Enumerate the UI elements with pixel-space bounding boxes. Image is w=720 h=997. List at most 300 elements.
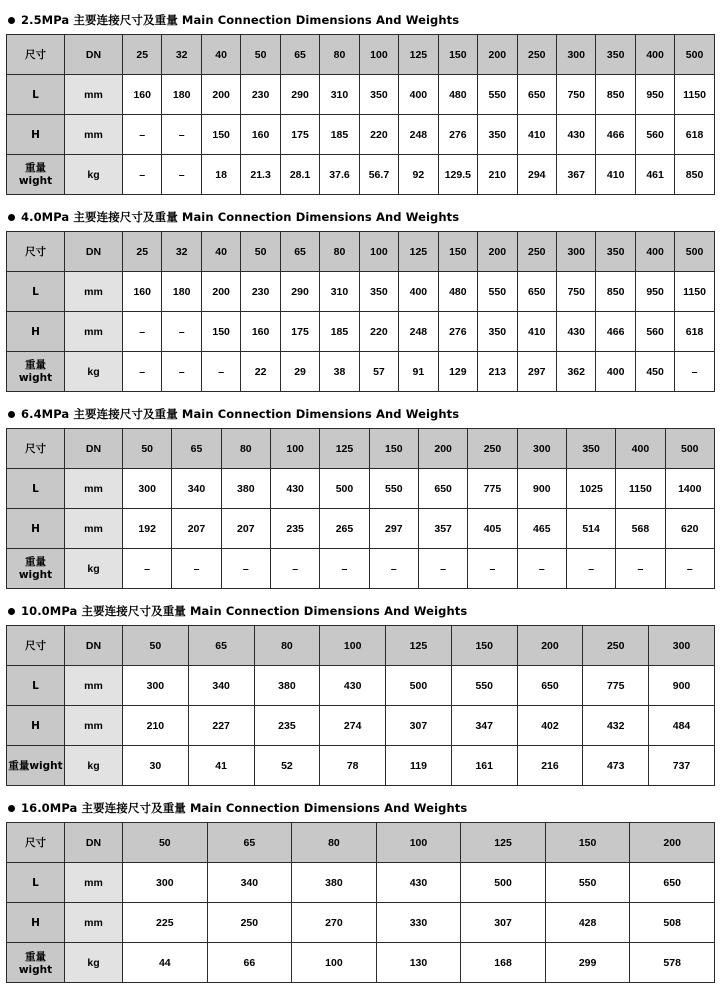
row-label-line2: wight (18, 174, 53, 187)
table-cell: – (123, 549, 172, 589)
row-label-cell: H (7, 312, 65, 352)
section-title (6, 6, 714, 34)
table-cell: 466 (596, 312, 635, 352)
table-cell: – (123, 312, 162, 352)
table-cell: 400 (399, 272, 438, 312)
dimensions-table (6, 822, 715, 983)
row-unit-cell: mm (65, 75, 123, 115)
row-unit-cell: kg (65, 746, 123, 786)
table-cell: 430 (270, 469, 319, 509)
row-label-cell: H (7, 115, 65, 155)
table-cell: 350 (478, 115, 517, 155)
table-row (7, 549, 715, 589)
table-cell: 160 (123, 272, 162, 312)
table-header-cell: 25 (123, 232, 162, 272)
table-header-cell: 65 (280, 35, 319, 75)
table-header-cell: 200 (478, 232, 517, 272)
table-header-cell: 350 (596, 35, 635, 75)
row-unit-cell: mm (65, 115, 123, 155)
row-label-cell: 重量 wight (7, 943, 65, 983)
table-header-cell: 300 (556, 232, 595, 272)
table-cell: 297 (517, 352, 556, 392)
table-cell: 225 (123, 903, 208, 943)
table-cell: 340 (207, 863, 292, 903)
table-cell: 430 (556, 312, 595, 352)
table-header-cell: 250 (583, 626, 649, 666)
table-cell: 410 (517, 312, 556, 352)
table-cell: 92 (399, 155, 438, 195)
row-unit-cell: kg (65, 352, 123, 392)
table-header-cell: DN (65, 232, 123, 272)
table-cell: 650 (630, 863, 715, 903)
table-header-cell: 250 (517, 35, 556, 75)
table-header-cell: 50 (123, 823, 208, 863)
table-header-cell: 80 (254, 626, 320, 666)
table-cell: 650 (517, 272, 556, 312)
table-cell: 29 (280, 352, 319, 392)
table-cell: 514 (566, 509, 615, 549)
table-cell: 340 (172, 469, 221, 509)
table-cell: 290 (280, 272, 319, 312)
table-header-cell: 300 (556, 35, 595, 75)
row-unit-cell: mm (65, 863, 123, 903)
table-cell: – (172, 549, 221, 589)
table-cell: 357 (418, 509, 467, 549)
row-label-cell: H (7, 509, 65, 549)
table-cell: 850 (675, 155, 714, 195)
table-cell: 380 (254, 666, 320, 706)
section-title-text: 2.5MPa 主要连接尺寸及重量 Main Connection Dimensions And Weights (21, 13, 460, 27)
table-cell: 560 (635, 115, 674, 155)
table-cell: 560 (635, 312, 674, 352)
table-cell: 750 (556, 272, 595, 312)
table-cell: 618 (675, 312, 714, 352)
table-cell: – (616, 549, 665, 589)
table-cell: 248 (399, 115, 438, 155)
table-header-cell: 40 (201, 232, 240, 272)
section-title (6, 400, 714, 428)
table-cell: 1025 (566, 469, 615, 509)
table-cell: 230 (241, 272, 280, 312)
table-cell: 129 (438, 352, 477, 392)
table-cell: – (162, 155, 201, 195)
section-title-text: 10.0MPa 主要连接尺寸及重量 Main Connection Dimensions And Weights (21, 604, 468, 618)
table-cell: 210 (123, 706, 189, 746)
table-header-cell: 50 (241, 232, 280, 272)
table-cell: 950 (635, 272, 674, 312)
row-label-cell: H (7, 706, 65, 746)
table-cell: 950 (635, 75, 674, 115)
table-cell: 1150 (616, 469, 665, 509)
table-cell: 380 (221, 469, 270, 509)
table-cell: 227 (188, 706, 254, 746)
table-cell: 1150 (675, 75, 714, 115)
table-cell: 220 (359, 312, 398, 352)
table-cell: 235 (270, 509, 319, 549)
table-header-cell: 125 (461, 823, 546, 863)
table-cell: 380 (292, 863, 377, 903)
table-cell: 480 (438, 272, 477, 312)
table-cell: 216 (517, 746, 583, 786)
table-cell: 350 (478, 312, 517, 352)
row-unit-cell: mm (65, 903, 123, 943)
table-header-cell: 125 (386, 626, 452, 666)
table-cell: – (675, 352, 714, 392)
table-cell: 300 (123, 863, 208, 903)
bullet-icon (8, 608, 15, 615)
table-cell: 130 (376, 943, 461, 983)
table-cell: 550 (478, 272, 517, 312)
table-cell: 750 (556, 75, 595, 115)
table-header-cell: 350 (566, 429, 615, 469)
table-cell: 430 (320, 666, 386, 706)
table-cell: 650 (517, 666, 583, 706)
table-cell: 480 (438, 75, 477, 115)
table-header-cell: 65 (172, 429, 221, 469)
dimension-section (6, 6, 714, 195)
sections-container (6, 6, 714, 983)
table-row (7, 746, 715, 786)
table-header-cell: 40 (201, 35, 240, 75)
table-header-cell: 200 (517, 626, 583, 666)
table-cell: – (221, 549, 270, 589)
table-cell: 185 (320, 115, 359, 155)
row-label-cell: H (7, 903, 65, 943)
table-header-cell: 100 (320, 626, 386, 666)
table-cell: – (665, 549, 714, 589)
table-cell: 410 (517, 115, 556, 155)
row-label-cell (7, 352, 65, 392)
table-cell: 210 (478, 155, 517, 195)
table-cell: 432 (583, 706, 649, 746)
row-unit-cell: kg (65, 549, 123, 589)
table-cell: 213 (478, 352, 517, 392)
table-cell: 276 (438, 312, 477, 352)
row-label-cell: L (7, 666, 65, 706)
table-cell: 119 (386, 746, 452, 786)
section-title-text: 6.4MPa 主要连接尺寸及重量 Main Connection Dimensions And Weights (21, 407, 460, 421)
table-cell: 185 (320, 312, 359, 352)
table-cell: 461 (635, 155, 674, 195)
table-row (7, 863, 715, 903)
table-cell: 362 (556, 352, 595, 392)
table-cell: 737 (649, 746, 715, 786)
table-header-row (7, 232, 715, 272)
table-cell: 1400 (665, 469, 714, 509)
section-title (6, 203, 714, 231)
dimension-section (6, 400, 714, 589)
table-header-cell: 150 (438, 35, 477, 75)
table-cell: 310 (320, 272, 359, 312)
row-label-cell (7, 155, 65, 195)
table-cell: 28.1 (280, 155, 319, 195)
table-header-cell: 250 (517, 232, 556, 272)
section-title (6, 597, 714, 625)
table-cell: 299 (545, 943, 630, 983)
table-header-cell: 125 (399, 35, 438, 75)
row-label-cell: 重量wight (7, 746, 65, 786)
table-header-cell: 300 (649, 626, 715, 666)
table-row (7, 666, 715, 706)
table-header-cell: 65 (207, 823, 292, 863)
table-header-cell: 400 (616, 429, 665, 469)
table-header-cell: 32 (162, 35, 201, 75)
table-cell: 307 (386, 706, 452, 746)
table-row (7, 469, 715, 509)
table-header-cell: 50 (123, 626, 189, 666)
table-cell: 160 (241, 115, 280, 155)
table-header-cell: 200 (478, 35, 517, 75)
table-cell: 38 (320, 352, 359, 392)
table-header-cell: 32 (162, 232, 201, 272)
dimensions-table (6, 625, 715, 786)
table-cell: – (566, 549, 615, 589)
table-row (7, 312, 715, 352)
row-unit-cell: mm (65, 509, 123, 549)
table-header-cell: 65 (188, 626, 254, 666)
table-cell: 270 (292, 903, 377, 943)
row-unit-cell: mm (65, 666, 123, 706)
table-cell: 44 (123, 943, 208, 983)
table-cell: 484 (649, 706, 715, 746)
table-cell: 192 (123, 509, 172, 549)
table-cell: 250 (207, 903, 292, 943)
bullet-icon (8, 17, 15, 24)
table-header-row (7, 35, 715, 75)
table-cell: 21.3 (241, 155, 280, 195)
table-cell: – (320, 549, 369, 589)
table-cell: 175 (280, 115, 319, 155)
table-cell: – (162, 352, 201, 392)
table-cell: 300 (123, 666, 189, 706)
table-row (7, 903, 715, 943)
table-cell: 30 (123, 746, 189, 786)
table-header-cell: 100 (359, 35, 398, 75)
table-cell: 405 (468, 509, 517, 549)
table-cell: 22 (241, 352, 280, 392)
table-cell: 207 (221, 509, 270, 549)
table-row (7, 75, 715, 115)
dimensions-table (6, 34, 715, 195)
table-cell: 350 (359, 272, 398, 312)
row-unit-cell: mm (65, 312, 123, 352)
table-cell: 180 (162, 272, 201, 312)
table-cell: 37.6 (320, 155, 359, 195)
table-cell: 294 (517, 155, 556, 195)
row-label-line1: 重量 (25, 359, 46, 372)
table-header-cell: 500 (675, 232, 714, 272)
row-unit-cell: mm (65, 706, 123, 746)
table-cell: 430 (556, 115, 595, 155)
table-header-cell: 200 (630, 823, 715, 863)
section-title-text: 4.0MPa 主要连接尺寸及重量 Main Connection Dimensions And Weights (21, 210, 460, 224)
table-cell: – (123, 115, 162, 155)
table-cell: 500 (320, 469, 369, 509)
table-cell: 235 (254, 706, 320, 746)
table-cell: 578 (630, 943, 715, 983)
table-cell: 230 (241, 75, 280, 115)
table-cell: 248 (399, 312, 438, 352)
table-header-row (7, 429, 715, 469)
table-header-cell: DN (65, 35, 123, 75)
table-cell: 276 (438, 115, 477, 155)
table-header-cell: 400 (635, 232, 674, 272)
table-cell: 297 (369, 509, 418, 549)
table-header-cell: 尺寸 (7, 823, 65, 863)
table-header-cell: 80 (320, 35, 359, 75)
table-header-cell: 尺寸 (7, 626, 65, 666)
table-cell: 78 (320, 746, 386, 786)
table-header-cell: DN (65, 626, 123, 666)
table-header-cell: 65 (280, 232, 319, 272)
table-header-cell: 150 (438, 232, 477, 272)
table-header-cell: 80 (292, 823, 377, 863)
table-header-cell: 500 (675, 35, 714, 75)
table-cell: 347 (451, 706, 517, 746)
table-header-cell: 100 (376, 823, 461, 863)
row-unit-cell: mm (65, 469, 123, 509)
table-cell: 550 (478, 75, 517, 115)
table-cell: 430 (376, 863, 461, 903)
table-cell: 265 (320, 509, 369, 549)
table-row (7, 272, 715, 312)
table-cell: 175 (280, 312, 319, 352)
table-cell: 52 (254, 746, 320, 786)
table-cell: 568 (616, 509, 665, 549)
table-header-cell: 300 (517, 429, 566, 469)
table-cell: 550 (545, 863, 630, 903)
table-cell: 500 (386, 666, 452, 706)
table-cell: 350 (359, 75, 398, 115)
table-cell: 180 (162, 75, 201, 115)
table-header-cell: 50 (241, 35, 280, 75)
table-header-cell: 80 (221, 429, 270, 469)
table-cell: – (270, 549, 319, 589)
table-cell: 550 (369, 469, 418, 509)
row-label-cell: L (7, 469, 65, 509)
table-cell: 200 (201, 272, 240, 312)
table-cell: 307 (461, 903, 546, 943)
table-row (7, 115, 715, 155)
table-header-cell: 150 (545, 823, 630, 863)
table-cell: 66 (207, 943, 292, 983)
table-header-cell: 125 (320, 429, 369, 469)
table-cell: 340 (188, 666, 254, 706)
row-unit-cell: kg (65, 943, 123, 983)
table-cell: 850 (596, 75, 635, 115)
table-header-cell: 200 (418, 429, 467, 469)
table-cell: 290 (280, 75, 319, 115)
table-row (7, 509, 715, 549)
table-cell: 775 (468, 469, 517, 509)
table-cell: 428 (545, 903, 630, 943)
table-row (7, 352, 715, 392)
dimension-section (6, 794, 714, 983)
table-header-cell: 尺寸 (7, 429, 65, 469)
table-cell: 900 (517, 469, 566, 509)
table-header-cell: 250 (468, 429, 517, 469)
table-cell: 550 (451, 666, 517, 706)
table-cell: – (369, 549, 418, 589)
table-cell: – (517, 549, 566, 589)
table-cell: 330 (376, 903, 461, 943)
table-cell: 400 (399, 75, 438, 115)
table-cell: 650 (418, 469, 467, 509)
table-cell: 400 (596, 352, 635, 392)
row-label-cell (7, 549, 65, 589)
table-header-cell: 50 (123, 429, 172, 469)
table-cell: 168 (461, 943, 546, 983)
table-cell: 207 (172, 509, 221, 549)
table-header-cell: DN (65, 429, 123, 469)
table-cell: 310 (320, 75, 359, 115)
table-cell: 18 (201, 155, 240, 195)
row-label-cell: L (7, 75, 65, 115)
table-cell: 41 (188, 746, 254, 786)
table-cell: 1150 (675, 272, 714, 312)
row-label-cell: L (7, 272, 65, 312)
table-cell: 56.7 (359, 155, 398, 195)
dimension-section (6, 597, 714, 786)
row-unit-cell: mm (65, 272, 123, 312)
table-cell: 620 (665, 509, 714, 549)
table-row (7, 706, 715, 746)
bullet-icon (8, 411, 15, 418)
table-cell: 150 (201, 312, 240, 352)
dimensions-table (6, 231, 715, 392)
table-cell: – (123, 155, 162, 195)
table-cell: – (468, 549, 517, 589)
section-title (6, 794, 714, 822)
table-header-cell: DN (65, 823, 123, 863)
table-header-cell: 尺寸 (7, 232, 65, 272)
table-cell: 500 (461, 863, 546, 903)
table-header-cell: 400 (635, 35, 674, 75)
row-label-line2: wight (18, 371, 53, 384)
table-header-cell: 125 (399, 232, 438, 272)
table-cell: 100 (292, 943, 377, 983)
table-cell: 220 (359, 115, 398, 155)
dimension-section (6, 203, 714, 392)
table-header-cell: 100 (270, 429, 319, 469)
table-cell: 160 (241, 312, 280, 352)
table-cell: 900 (649, 666, 715, 706)
table-cell: 160 (123, 75, 162, 115)
table-cell: – (201, 352, 240, 392)
table-cell: 775 (583, 666, 649, 706)
table-header-cell: 尺寸 (7, 35, 65, 75)
table-header-row (7, 626, 715, 666)
table-header-cell: 350 (596, 232, 635, 272)
table-cell: 650 (517, 75, 556, 115)
table-cell: 57 (359, 352, 398, 392)
table-cell: 274 (320, 706, 386, 746)
table-cell: 410 (596, 155, 635, 195)
row-unit-cell: kg (65, 155, 123, 195)
table-cell: 508 (630, 903, 715, 943)
table-cell: – (162, 312, 201, 352)
table-cell: 473 (583, 746, 649, 786)
table-cell: 300 (123, 469, 172, 509)
table-cell: – (123, 352, 162, 392)
table-cell: 402 (517, 706, 583, 746)
table-cell: 129.5 (438, 155, 477, 195)
table-cell: 367 (556, 155, 595, 195)
table-row (7, 155, 715, 195)
table-cell: – (418, 549, 467, 589)
table-header-row (7, 823, 715, 863)
table-header-cell: 150 (369, 429, 418, 469)
